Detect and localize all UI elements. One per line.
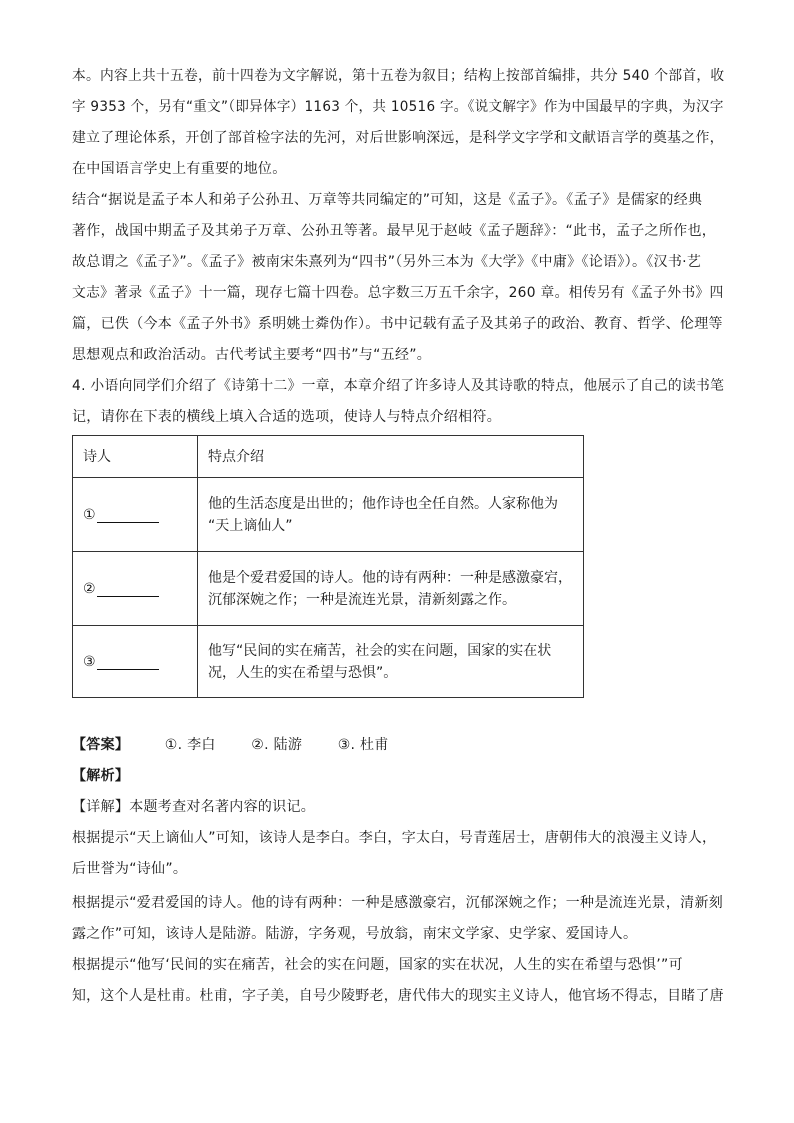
analysis-label: 【解析】 [72, 768, 130, 784]
description-line: 他写“民间的实在痛苦，社会的实在问题，国家的实在状 [208, 642, 552, 659]
description-cell [198, 552, 584, 626]
description-line: 沉郁深婉之作；一种是流连光景，清新刻露之作。 [208, 591, 516, 608]
table-row [73, 626, 584, 698]
text-line: 根据提示“天上谪仙人”可知，该诗人是李白。李白，字太白，号青莲居士，唐朝伟大的浪漫主义诗人， [72, 830, 717, 846]
text-line: 文志》著录《孟子》十一篇，现存七篇十四卷。总字数三万五千余字，260 章。相传另有《孟子外书》四 [72, 285, 724, 301]
poet-table [72, 435, 584, 698]
text-line: 著作，战国中期孟子及其弟子万章、公孙丑等著。最早见于赵岐《孟子题辞》：“此书，孟子之所作也， [72, 223, 717, 239]
description-line: 他是个爱君爱国的诗人。他的诗有两种：一种是感激豪宕， [208, 569, 572, 586]
text-line: 字 9353 个，另有“重文”（即异体字）1163 个，共 10516 字。《说文解字》作为中国最早的字典，为汉字 [72, 99, 724, 115]
answer-item: ①. 李白 [164, 737, 216, 753]
answer-cell [73, 478, 198, 552]
text-line: 露之作”可知，该诗人是陆游。陆游，字务观，号放翁，南宋文学家、史学家、爱国诗人。 [72, 926, 638, 942]
text-line: 结合“据说是孟子本人和弟子公孙丑、万章等共同编定的”可知，这是《孟子》。《孟子》是儒家的经典 [72, 192, 703, 208]
text-line: 【详解】本题考查对名著内容的识记。 [72, 799, 316, 815]
table-header-cell: 诗人 [73, 436, 198, 478]
description-line: 他的生活态度是出世的；他作诗也全任自然。人家称他为 [208, 495, 558, 512]
text-line: 根据提示“他写‘民间的实在痛苦，社会的实在问题，国家的实在状况，人生的实在希望与恐惧’”可 [72, 957, 683, 973]
answer-blank[interactable] [97, 654, 159, 670]
table-row [73, 552, 584, 626]
text-line: 思想观点和政治活动。古代考试主要考“四书”与“五经”。 [72, 347, 432, 363]
answer-blank[interactable] [97, 507, 159, 523]
answer-label: 【答案】 [72, 737, 130, 753]
description-cell [198, 626, 584, 698]
row-marker: ③ [83, 653, 96, 670]
text-line: 本。内容上共十五卷，前十四卷为文字解说，第十五卷为叙目；结构上按部首编排，共分 540 个部首，收 [72, 68, 725, 84]
text-line: 在中国语言学史上有重要的地位。 [72, 161, 287, 177]
text-line: 后世誉为“诗仙”。 [72, 861, 188, 877]
text-line: 知，这个人是杜甫。杜甫，字子美，自号少陵野老，唐代伟大的现实主义诗人，他官场不得志，目睹了唐 [72, 988, 724, 1004]
question-line: 记，请你在下表的横线上填入合适的选项，使诗人与特点介绍相符。 [72, 409, 501, 425]
answer-item: ③. 杜甫 [337, 737, 389, 753]
row-marker: ② [83, 580, 96, 597]
table-row [73, 478, 584, 552]
description-cell [198, 478, 584, 552]
description-line: 况，人生的实在希望与恐惧”。 [208, 664, 398, 681]
text-line: 根据提示“爱君爱国的诗人。他的诗有两种：一种是感激豪宕，沉郁深婉之作；一种是流连光景，清新刻 [72, 895, 724, 911]
answer-cell [73, 626, 198, 698]
description-line: “天上谪仙人” [208, 517, 293, 534]
answer-blank[interactable] [97, 581, 159, 597]
table-header-row [73, 436, 584, 478]
text-line: 篇，已佚（今本《孟子外书》系明姚士粦伪作）。书中记载有孟子及其弟子的政治、教育、哲学、伦理等 [72, 316, 723, 332]
answer-line [72, 735, 389, 755]
row-marker: ① [83, 506, 96, 523]
answer-item: ②. 陆游 [251, 737, 303, 753]
question-line: 4. 小语向同学们介绍了《诗第十二》一章，本章介绍了许多诗人及其诗歌的特点，他展示了自己的读书笔 [72, 378, 725, 394]
text-line: 建立了理论体系，开创了部首检字法的先河，对后世影响深远，是科学文字学和文献语言学的奠基之作， [72, 130, 724, 146]
table-header-cell: 特点介绍 [198, 436, 584, 478]
answer-cell [73, 552, 198, 626]
text-line: 故总谓之《孟子》”。《孟子》被南宋朱熹列为“四书”（另外三本为《大学》《中庸》《论语》）。《汉书·艺 [72, 254, 702, 270]
